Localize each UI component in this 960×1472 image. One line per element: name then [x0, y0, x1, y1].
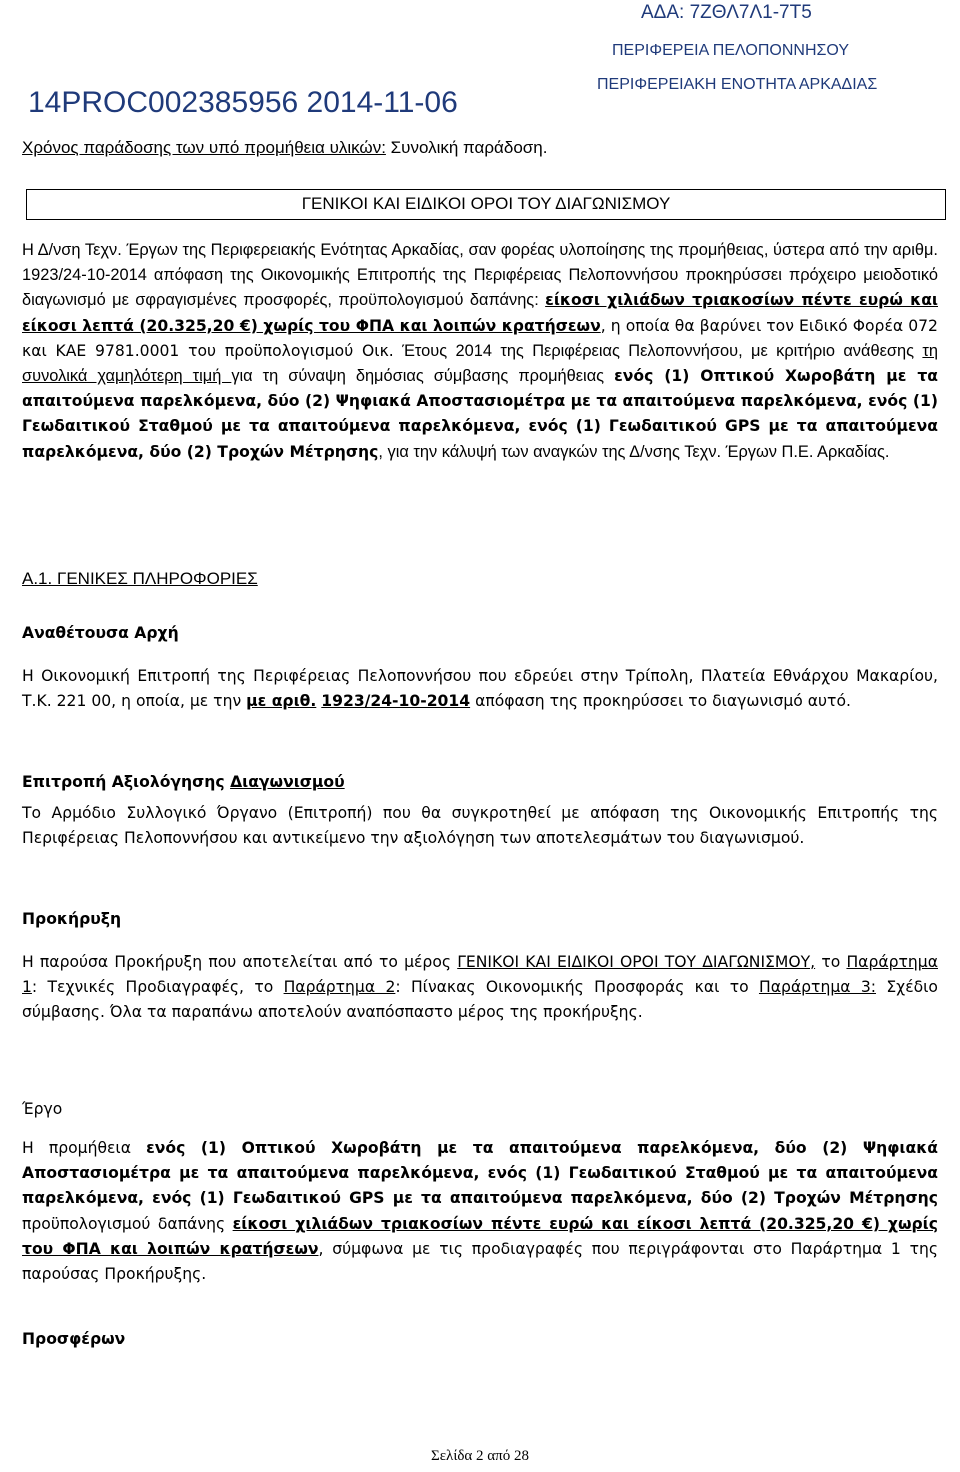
delivery-value: Συνολική παράδοση.: [385, 138, 548, 157]
intro-amount: είκοσι χιλιάδων τριακοσίων πέντε ευρώ και είκοσι λεπτά (20.325,20 €) χωρίς του ΦΠΑ και λοιπών κρατήσεων: [22, 291, 938, 335]
project-amount: είκοσι χιλιάδων τριακοσίων πέντε ευρώ και είκοσι λεπτά (20.325,20 €) χωρίς του ΦΠΑ και λοιπών κρατήσεων: [22, 1214, 938, 1258]
notice-title: Προκήρυξη: [22, 910, 122, 928]
notice-link-general-terms: ΓΕΝΙΚΟΙ ΚΑΙ ΕΙΔΙΚΟΙ ΟΡΟΙ ΤΟΥ ΔΙΑΓΩΝΙΣΜΟΥ,: [457, 953, 816, 971]
notice-text-5: Σχέδιο σύμβασης. Όλα τα παραπάνω αποτελούν αναπόσπαστο μέρος της προκήρυξης.: [22, 978, 938, 1022]
terms-title-box: [26, 189, 946, 220]
authority-text-a: Η Οικονομική Επιτροπή της Περιφέρειας Πελοποννήσου που εδρεύει στην Τρίπολη, Πλατεία Εθνάρχου Μακαρίου, Τ.Κ. 221 00, η οποία, με την: [22, 667, 938, 711]
project-title: Έργο: [22, 1100, 63, 1118]
intro-criterion: τη συνολικά χαμηλότερη τιμή: [22, 341, 938, 386]
notice-text-1: Η παρούσα Προκήρυξη που αποτελείται από το μέρος: [22, 953, 458, 971]
committee-title-a: Επιτροπή Αξιολόγησης: [22, 773, 231, 791]
notice-text-2: το: [815, 953, 847, 971]
authority-ref-b: 1923/24-10-2014: [321, 692, 471, 711]
delivery-time: [22, 138, 547, 158]
intro-text-5: για τη σύναψη δημόσιας σύμβασης προμήθειας: [231, 367, 615, 386]
notice-link-annex-3: Παράρτημα 3:: [758, 978, 877, 997]
authority-text-b: απόφαση της προκηρύσσει το διαγωνισμό αυτό.: [470, 692, 851, 711]
terms-title: ΓΕΝΙΚΟΙ ΚΑΙ ΕΙΔΙΚΟΙ ΟΡΟΙ ΤΟΥ ΔΙΑΓΩΝΙΣΜΟΥ: [301, 194, 671, 213]
notice-link-annex-2: Παράρτημα 2: [283, 978, 396, 997]
committee-paragraph: Το Αρμόδιο Συλλογικό Όργανο (Επιτροπή) που θα συγκροτηθεί με απόφαση της Οικονομικής Επιτροπής της Περιφέρειας Πελοποννήσου και αντικείμενο την αξιολόγηση των αποτελεσμάτων του διαγωνισμού.: [22, 804, 938, 848]
intro-text-2: Περιφέρειας Πελοποννήσου προκηρύσσει πρόχειρο μειοδοτικό διαγωνισμό με σφραγισμένες προσφορές, προϋπολογισμού δαπάνης:: [22, 266, 938, 310]
project-text-3: , σύμφωνα με τις προδιαγραφές που περιγράφονται στο Παράρτημα 1 της παρούσας Προκήρυξης.: [22, 1239, 939, 1284]
committee-title-b: Διαγωνισμού: [230, 773, 345, 791]
authority-paragraph: [22, 664, 938, 714]
protocol-number: 14PROC002385956 2014-11-06: [28, 86, 458, 119]
section-a1-title: [22, 569, 258, 589]
intro-paragraph: [22, 238, 938, 465]
intro-text-1: Η Δ/νση Τεχν. Έργων της Περιφερειακής Ενότητας Αρκαδίας, σαν φορέας υλοποίησης της προμήθειας, ύστερα από την αριθμ. 1923/24-10-2014 απόφαση της Οικονομικής Επιτροπής της: [22, 241, 938, 285]
committee-title: [22, 773, 345, 791]
intro-text-4: Έτους 2014 της Περιφέρειας Πελοποννήσου, με κριτήριο ανάθεσης: [393, 341, 923, 360]
delivery-label: Χρόνος παράδοσης των υπό προμήθεια υλικών:: [22, 138, 386, 157]
ada-code: ΑΔΑ: 7ΖΘΛ7Λ1-7Τ5: [641, 2, 812, 23]
notice-text-4: : Πίνακας Οικονομικής Προσφοράς και το: [395, 978, 759, 997]
authority-ref-a: με αριθ.: [246, 692, 317, 711]
section-a1-text: Α.1. ΓΕΝΙΚΕΣ ΠΛΗΡΟΦΟΡΙΕΣ: [22, 569, 258, 588]
notice-text-3: : Τεχνικές Προδιαγραφές, το: [31, 978, 284, 997]
notice-paragraph: [22, 950, 938, 1026]
project-text-1: Η προμήθεια: [22, 1139, 147, 1157]
offerer-title: Προσφέρων: [22, 1330, 126, 1348]
region-name: ΠΕΡΙΦΕΡΕΙΑ ΠΕΛΟΠΟΝΝΗΣΟΥ: [612, 42, 849, 59]
project-paragraph: [22, 1136, 938, 1287]
intro-items: ενός (1) Οπτικού Χωροβάτη με τα απαιτούμενα παρελκόμενα, δύο (2) Ψηφιακά Αποστασιομέτρα με τα απαιτούμενα παρελκόμενα, ενός (1) Γεωδαιτικού Σταθμού με τα απαιτούμενα παρελκόμενα, ενός (1) Γεωδαιτικού GPS με τα απαιτούμενα παρελκόμενα, δύο (2) Τροχών Μέτρησης: [22, 367, 938, 461]
page-number: Σελίδα 2 από 28: [431, 1448, 529, 1464]
authority-title: Αναθέτουσα Αρχή: [22, 624, 179, 642]
intro-text-6: , για την κάλυψή των αναγκών της Δ/νσης Τεχν. Έργων Π.Ε. Αρκαδίας.: [378, 442, 890, 461]
project-items: ενός (1) Οπτικού Χωροβάτη με τα απαιτούμενα παρελκόμενα, δύο (2) Ψηφιακά Αποστασιομέτρα με τα απαιτούμενα παρελκόμενα, ενός (1) Γεωδαιτικού Σταθμού με τα απαιτούμενα παρελκόμενα, ενός (1) Γεωδαιτικού GPS με τα απαιτούμενα παρελκόμενα, δύο (2) Τροχών Μέτρησης: [22, 1139, 939, 1208]
regional-unit-name: ΠΕΡΙΦΕΡΕΙΑΚΗ ΕΝΟΤΗΤΑ ΑΡΚΑΔΙΑΣ: [597, 76, 878, 93]
notice-link-annex-1: Παράρτημα 1: [22, 953, 938, 997]
intro-text-3: , η οποία θα βαρύνει τον Ειδικό Φορέα 072 και ΚΑΕ 9781.0001 του προϋπολογισμού Οικ.: [22, 316, 938, 360]
project-text-2: προϋπολογισμού δαπάνης: [22, 1214, 233, 1233]
